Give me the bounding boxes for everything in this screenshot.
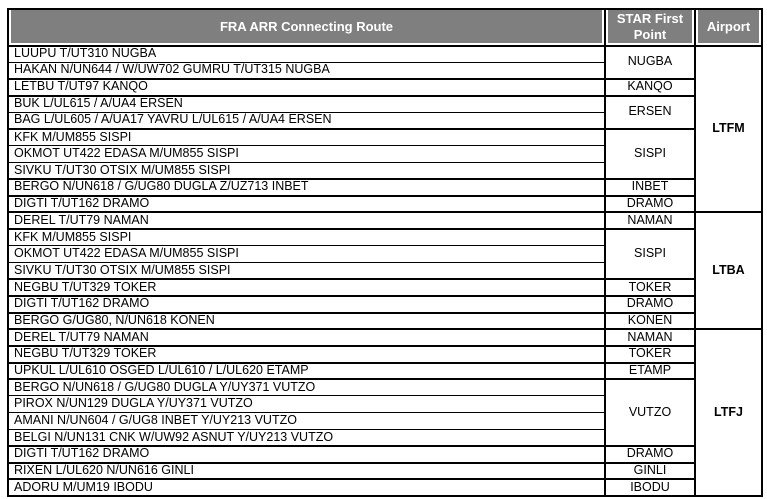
route-cell: BUK L/UL615 / A/UA4 ERSEN <box>8 96 605 113</box>
airport-cell: LTFM <box>695 46 762 213</box>
table-row <box>8 129 762 146</box>
table-row <box>8 179 762 196</box>
route-cell: BERGO N/UN618 / G/UG80 DUGLA Z/UZ713 INBET <box>8 179 605 196</box>
route-cell: LUUPU T/UT310 NUGBA <box>8 46 605 63</box>
table-row <box>8 463 762 480</box>
table-row <box>8 212 762 229</box>
route-cell: BAG L/UL605 / A/UA17 YAVRU L/UL615 / A/UA4 ERSEN <box>8 112 605 129</box>
route-cell: UPKUL L/UL610 OSGED L/UL610 / L/UL620 ETAMP <box>8 363 605 380</box>
star-first-point-cell: ETAMP <box>605 363 695 380</box>
route-cell: NEGBU T/UT329 TOKER <box>8 346 605 363</box>
airport-cell: LTFJ <box>695 329 762 496</box>
table-row <box>8 363 762 380</box>
route-cell: SIVKU T/UT30 OTSIX M/UM855 SISPI <box>8 162 605 179</box>
star-first-point-cell: SISPI <box>605 129 695 179</box>
star-first-point-cell: DRAMO <box>605 296 695 313</box>
route-cell: DEREL T/UT79 NAMAN <box>8 212 605 229</box>
route-cell: BELGI N/UN131 CNK W/UW92 ASNUT Y/UY213 VUTZO <box>8 429 605 446</box>
route-cell: ADORU M/UM19 IBODU <box>8 479 605 496</box>
table-row <box>8 279 762 296</box>
star-first-point-cell: TOKER <box>605 346 695 363</box>
table-row <box>8 196 762 213</box>
star-first-point-cell: GINLI <box>605 463 695 480</box>
route-cell: BERGO G/UG80, N/UN618 KONEN <box>8 313 605 330</box>
table-body <box>8 46 762 497</box>
star-first-point-cell: DRAMO <box>605 446 695 463</box>
route-cell: OKMOT UT422 EDASA M/UM855 SISPI <box>8 246 605 263</box>
star-first-point-cell: IBODU <box>605 479 695 496</box>
route-cell: DIGTI T/UT162 DRAMO <box>8 296 605 313</box>
route-cell: AMANI N/UN604 / G/UG8 INBET Y/UY213 VUTZO <box>8 413 605 430</box>
table-row <box>8 229 762 246</box>
star-first-point-cell: VUTZO <box>605 379 695 446</box>
connecting-routes-table <box>7 8 763 497</box>
star-first-point-cell: SISPI <box>605 229 695 279</box>
table-row <box>8 313 762 330</box>
header-route-column: FRA ARR Connecting Route <box>8 9 605 46</box>
route-cell: SIVKU T/UT30 OTSIX M/UM855 SISPI <box>8 262 605 279</box>
route-cell: DIGTI T/UT162 DRAMO <box>8 446 605 463</box>
header-row <box>8 9 762 46</box>
star-first-point-cell: ERSEN <box>605 96 695 129</box>
star-first-point-cell: NAMAN <box>605 212 695 229</box>
route-cell: RIXEN L/UL620 N/UN616 GINLI <box>8 463 605 480</box>
route-cell: KFK M/UM855 SISPI <box>8 129 605 146</box>
table-row <box>8 96 762 113</box>
table-row <box>8 379 762 396</box>
star-first-point-cell: KONEN <box>605 313 695 330</box>
route-cell: KFK M/UM855 SISPI <box>8 229 605 246</box>
route-cell: LETBU T/UT97 KANQO <box>8 79 605 96</box>
star-first-point-cell: INBET <box>605 179 695 196</box>
header-airport-column: Airport <box>695 9 762 46</box>
route-cell: DIGTI T/UT162 DRAMO <box>8 196 605 213</box>
route-cell: NEGBU T/UT329 TOKER <box>8 279 605 296</box>
route-cell: OKMOT UT422 EDASA M/UM855 SISPI <box>8 146 605 163</box>
table-row <box>8 346 762 363</box>
airport-cell: LTBA <box>695 212 762 329</box>
route-cell: PIROX N/UN129 DUGLA Y/UY371 VUTZO <box>8 396 605 413</box>
table-row <box>8 446 762 463</box>
route-cell: BERGO N/UN618 / G/UG80 DUGLA Y/UY371 VUTZO <box>8 379 605 396</box>
star-first-point-cell: DRAMO <box>605 196 695 213</box>
star-first-point-cell: KANQO <box>605 79 695 96</box>
table-row <box>8 296 762 313</box>
table-row <box>8 329 762 346</box>
table-row <box>8 79 762 96</box>
star-first-point-cell: NAMAN <box>605 329 695 346</box>
table-row <box>8 479 762 496</box>
star-first-point-cell: NUGBA <box>605 46 695 79</box>
star-first-point-cell: TOKER <box>605 279 695 296</box>
table-row <box>8 46 762 63</box>
header-star-first-point-column: STAR First Point <box>605 9 695 46</box>
route-cell: HAKAN N/UN644 / W/UW702 GUMRU T/UT315 NUGBA <box>8 62 605 79</box>
route-cell: DEREL T/UT79 NAMAN <box>8 329 605 346</box>
